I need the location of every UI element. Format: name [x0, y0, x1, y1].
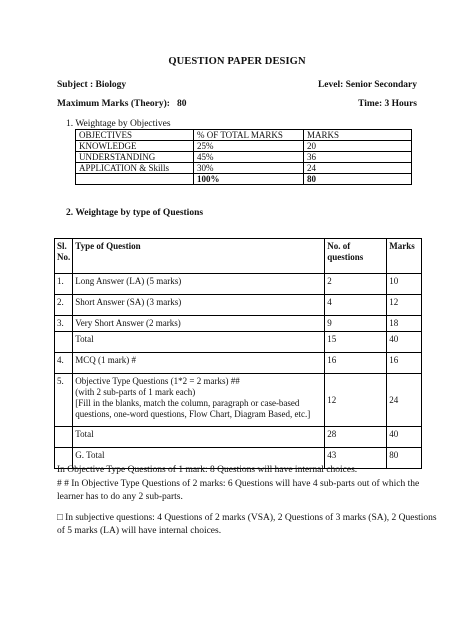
table-row: [55, 353, 422, 374]
table-row: [76, 152, 412, 163]
table-cell: 5.: [55, 374, 73, 427]
table-subtotal-row: [55, 332, 422, 353]
table-cell: 9: [325, 316, 387, 332]
table-cell: [55, 332, 73, 353]
table-cell: 16: [325, 353, 387, 374]
table-cell: 40: [387, 427, 422, 448]
table-cell: MCQ (1 mark) #: [73, 353, 325, 374]
table-cell: 28: [325, 427, 387, 448]
table-cell: Total: [73, 332, 325, 353]
table-cell: G. Total: [73, 448, 325, 469]
table-cell: 12: [387, 295, 422, 316]
section1-heading: 1. Weightage by Objectives: [66, 119, 171, 129]
table-cell: 10: [387, 274, 422, 295]
note-objective-2-marks: # # In Objective Type Questions of 2 marks: 6 Questions will have 4 sub-parts out of which the learner has to do any 2 sub-parts.: [57, 479, 420, 502]
table-cell: UNDERSTANDING: [76, 152, 194, 163]
table-total-row: [76, 174, 412, 185]
table-cell: [76, 174, 194, 185]
table-cell: 36: [304, 152, 412, 163]
section2-heading: 2. Weightage by type of Questions: [66, 208, 204, 218]
table-cell: 15: [325, 332, 387, 353]
subject-label: Subject : Biology: [57, 80, 127, 90]
table-cell: 18: [387, 316, 422, 332]
table-cell: 80: [387, 448, 422, 469]
question-types-table: [54, 238, 422, 469]
note-subjective-choices: □ In subjective questions: 4 Questions of 2 marks (VSA), 2 Questions of 3 marks (SA), 2 Questions of 5 marks (LA) will have internal choices.: [57, 513, 437, 536]
table-cell: APPLICATION & Skills: [76, 163, 194, 174]
table-row: [55, 316, 422, 332]
note-objective-1-mark: In Objective Type Questions of 1 mark: 8 Questions will have internal choices.: [57, 465, 358, 475]
header-cell: No. of questions: [325, 239, 387, 274]
max-marks-label: Maximum Marks (Theory): 80: [57, 99, 187, 109]
table-cell: KNOWLEDGE: [76, 141, 194, 152]
table-cell: Short Answer (SA) (3 marks): [73, 295, 325, 316]
table-cell: 45%: [194, 152, 304, 163]
table-cell: 24: [304, 163, 412, 174]
table-cell: 43: [325, 448, 387, 469]
table-row: [55, 274, 422, 295]
table-cell: 2.: [55, 295, 73, 316]
table-cell: 30%: [194, 163, 304, 174]
table-header-row: [55, 239, 422, 274]
table-row: [55, 295, 422, 316]
table-cell: 2: [325, 274, 387, 295]
table-header-row: [76, 130, 412, 141]
header-cell: % OF TOTAL MARKS: [194, 130, 304, 141]
header-cell: Marks: [387, 239, 422, 274]
table-row: [76, 163, 412, 174]
table-cell: 40: [387, 332, 422, 353]
table-row: [76, 141, 412, 152]
table-row: [55, 374, 422, 427]
table-cell: Total: [73, 427, 325, 448]
table-subtotal-row: [55, 427, 422, 448]
table-cell: 4.: [55, 353, 73, 374]
table-cell: [55, 427, 73, 448]
header-cell: MARKS: [304, 130, 412, 141]
page-title: QUESTION PAPER DESIGN: [168, 56, 306, 67]
table-cell: 24: [387, 374, 422, 427]
objectives-table: [75, 129, 412, 185]
table-cell: 3.: [55, 316, 73, 332]
table-cell: 20: [304, 141, 412, 152]
table-cell: 80: [304, 174, 412, 185]
table-cell: 16: [387, 353, 422, 374]
level-label: Level: Senior Secondary: [317, 80, 417, 90]
header-cell: OBJECTIVES: [76, 130, 194, 141]
table-cell: 100%: [194, 174, 304, 185]
header-cell: Type of Question: [73, 239, 325, 274]
table-cell: 12: [325, 374, 387, 427]
table-cell: Very Short Answer (2 marks): [73, 316, 325, 332]
table-cell: Objective Type Questions (1*2 = 2 marks) ## (with 2 sub-parts of 1 mark each) [Fill in the blanks, match the column, paragraph or case-based questions, one-word questions, Flow Chart, Diagram Based, etc.]: [73, 374, 325, 427]
time-label: Time: 3 Hours: [358, 99, 417, 109]
table-cell: 4: [325, 295, 387, 316]
table-cell: Long Answer (LA) (5 marks): [73, 274, 325, 295]
table-cell: 1.: [55, 274, 73, 295]
header-cell: Sl. No.: [55, 239, 73, 274]
table-cell: 25%: [194, 141, 304, 152]
